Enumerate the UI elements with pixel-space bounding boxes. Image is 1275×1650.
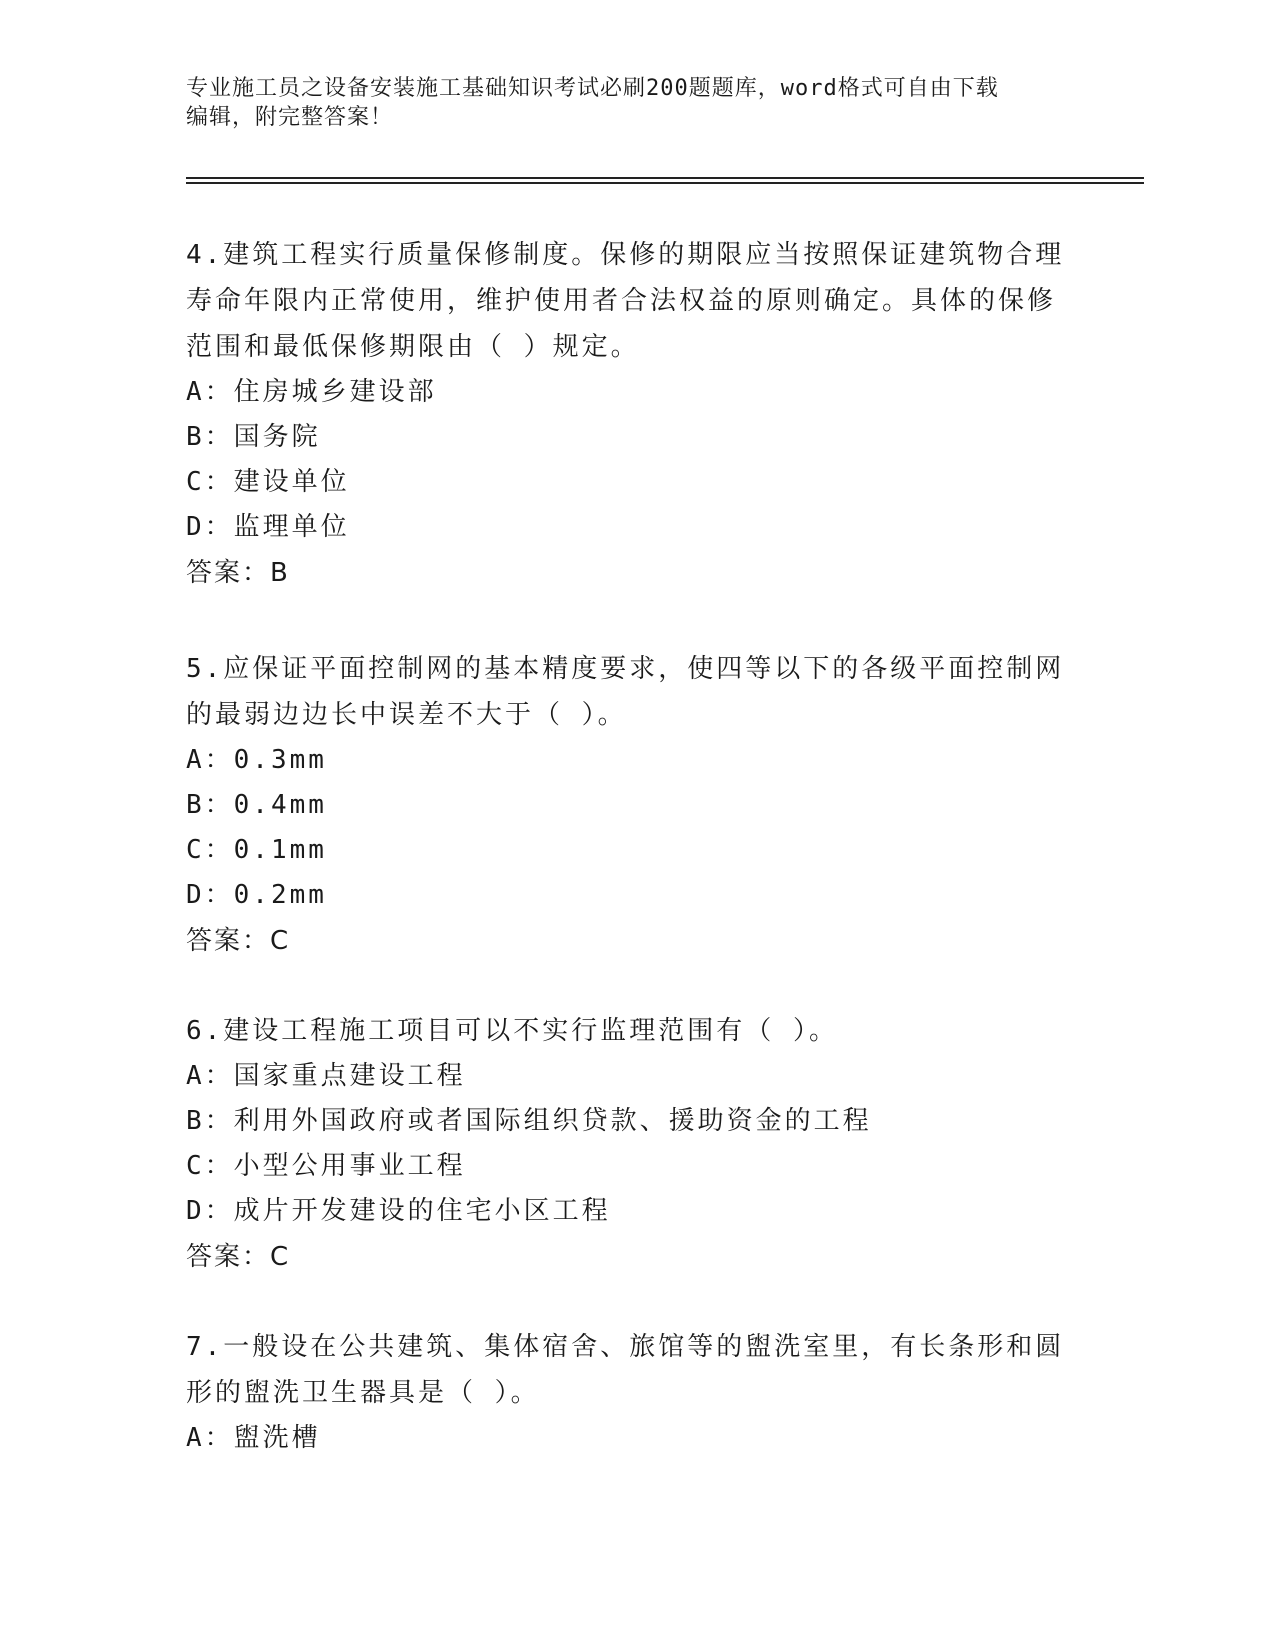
header-line-1: 专业施工员之设备安装施工基础知识考试必刷200题题库，word格式可自由下载	[186, 76, 999, 101]
question-6	[186, 1008, 1086, 1280]
document-header	[186, 74, 1086, 132]
answer-line: 答案：C	[186, 926, 291, 956]
header-rule-bottom	[186, 182, 1144, 184]
option-d: D：0.2mm	[186, 880, 327, 910]
question-5	[186, 646, 1086, 964]
question-4	[186, 232, 1086, 596]
question-stem-line: 的最弱边边长中误差不大于（ ）。	[186, 700, 627, 730]
answer-line: 答案：C	[186, 1242, 291, 1272]
question-stem-line: 范围和最低保修期限由（ ）规定。	[186, 332, 640, 362]
question-stem-line: 形的盥洗卫生器具是（ ）。	[186, 1378, 540, 1408]
question-stem-line: 寿命年限内正常使用，维护使用者合法权益的原则确定。具体的保修	[186, 286, 1057, 316]
option-a: A：0.3mm	[186, 745, 327, 775]
option-c: C：小型公用事业工程	[186, 1151, 466, 1181]
header-line-2: 编辑，附完整答案！	[186, 105, 394, 130]
option-a: A：住房城乡建设部	[186, 377, 437, 407]
option-b: B：国务院	[186, 422, 321, 452]
option-d: D：监理单位	[186, 512, 350, 542]
question-stem-line: 6.建设工程施工项目可以不实行监理范围有（ ）。	[186, 1016, 838, 1046]
option-a: A：国家重点建设工程	[186, 1061, 466, 1091]
question-stem-line: 4.建筑工程实行质量保修制度。保修的期限应当按照保证建筑物合理	[186, 240, 1065, 270]
header-rule-top	[186, 177, 1144, 179]
option-c: C：0.1mm	[186, 835, 327, 865]
question-stem-line: 7.一般设在公共建筑、集体宿舍、旅馆等的盥洗室里，有长条形和圆	[186, 1332, 1065, 1362]
answer-line: 答案：B	[186, 558, 290, 588]
question-7	[186, 1324, 1086, 1461]
option-d: D：成片开发建设的住宅小区工程	[186, 1196, 611, 1226]
question-stem-line: 5.应保证平面控制网的基本精度要求，使四等以下的各级平面控制网	[186, 654, 1065, 684]
option-a: A：盥洗槽	[186, 1423, 321, 1453]
option-c: C：建设单位	[186, 467, 350, 497]
option-b: B：利用外国政府或者国际组织贷款、援助资金的工程	[186, 1106, 872, 1136]
option-b: B：0.4mm	[186, 790, 327, 820]
